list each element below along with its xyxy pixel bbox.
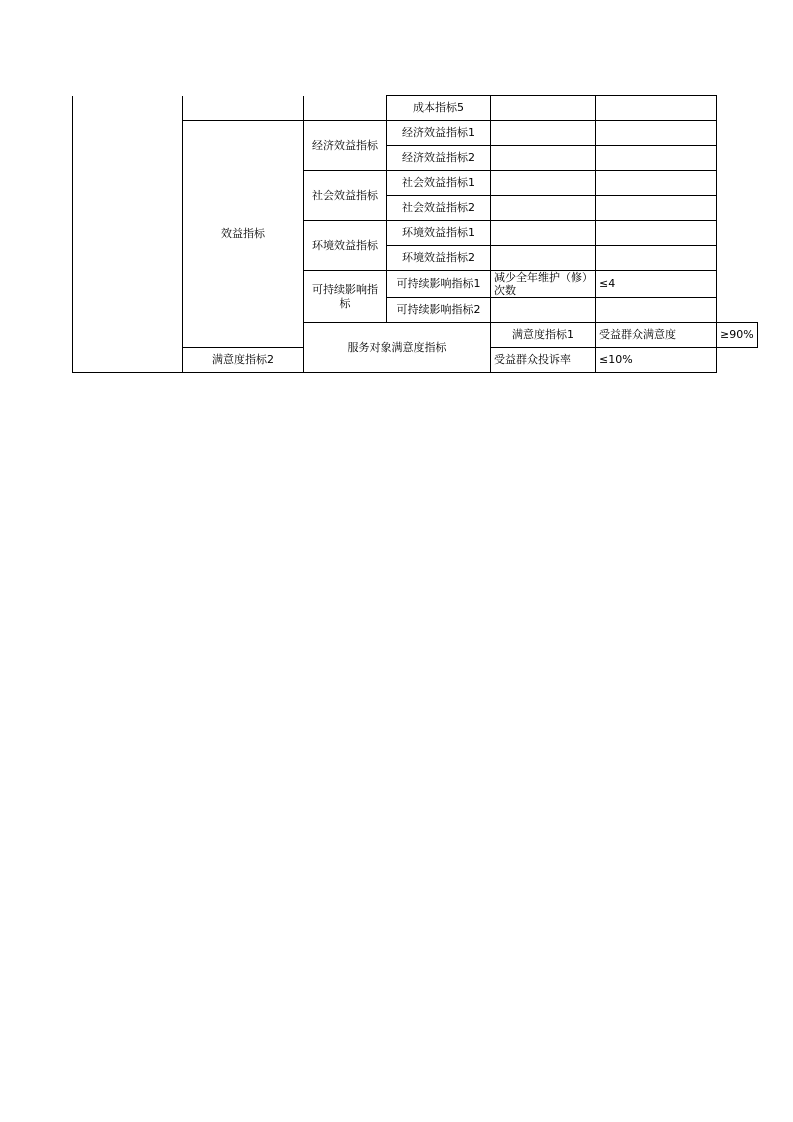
indicator-content-cell xyxy=(491,146,596,171)
indicator-value-cell xyxy=(596,221,717,246)
level3-indicator-cell: 满意度指标1 xyxy=(491,323,596,348)
level3-indicator-cell: 社会效益指标1 xyxy=(387,171,491,196)
indicator-content-cell: 受益群众投诉率 xyxy=(491,348,596,373)
indicator-content-cell xyxy=(491,298,596,323)
economic-benefit-cell: 经济效益指标 xyxy=(304,121,387,171)
indicator-value-cell xyxy=(596,146,717,171)
benefit-indicator-cell: 效益指标 xyxy=(183,121,304,348)
level3-indicator-cell: 可持续影响指标2 xyxy=(387,298,491,323)
level3-indicator-cell: 环境效益指标1 xyxy=(387,221,491,246)
indicator-value-cell xyxy=(596,121,717,146)
level2-cell xyxy=(304,96,387,121)
indicator-value-cell xyxy=(596,96,717,121)
environment-benefit-cell: 环境效益指标 xyxy=(304,221,387,271)
indicator-value-cell: ≥90% xyxy=(717,323,758,348)
social-benefit-cell: 社会效益指标 xyxy=(304,171,387,221)
level3-indicator-cell: 经济效益指标2 xyxy=(387,146,491,171)
satisfaction-indicator-cell: 服务对象满意度指标 xyxy=(304,323,491,373)
indicator-value-cell xyxy=(596,171,717,196)
level3-indicator-cell: 可持续影响指标1 xyxy=(387,271,491,298)
indicator-value-cell: ≤4 xyxy=(596,271,717,298)
indicator-content-cell xyxy=(491,246,596,271)
table-row xyxy=(73,96,758,121)
sustainability-impact-cell: 可持续影响指标 xyxy=(304,271,387,323)
level3-indicator-cell: 满意度指标2 xyxy=(183,348,304,373)
indicator-content-cell: 受益群众满意度 xyxy=(596,323,717,348)
performance-indicator-table xyxy=(72,95,758,373)
indicator-content-cell xyxy=(491,221,596,246)
indicator-content-cell xyxy=(491,171,596,196)
indicator-content-cell xyxy=(491,196,596,221)
indicator-value-cell xyxy=(596,196,717,221)
indicator-category-cell xyxy=(73,96,183,373)
level3-indicator-cell: 经济效益指标1 xyxy=(387,121,491,146)
indicator-content-cell: 减少全年维护（修）次数 xyxy=(491,271,596,298)
level3-indicator-cell: 成本指标5 xyxy=(387,96,491,121)
level1-cell xyxy=(183,96,304,121)
indicator-content-cell xyxy=(491,96,596,121)
level3-indicator-cell: 环境效益指标2 xyxy=(387,246,491,271)
indicator-value-cell: ≤10% xyxy=(596,348,717,373)
indicator-value-cell xyxy=(596,298,717,323)
indicator-value-cell xyxy=(596,246,717,271)
level3-indicator-cell: 社会效益指标2 xyxy=(387,196,491,221)
indicator-content-cell xyxy=(491,121,596,146)
